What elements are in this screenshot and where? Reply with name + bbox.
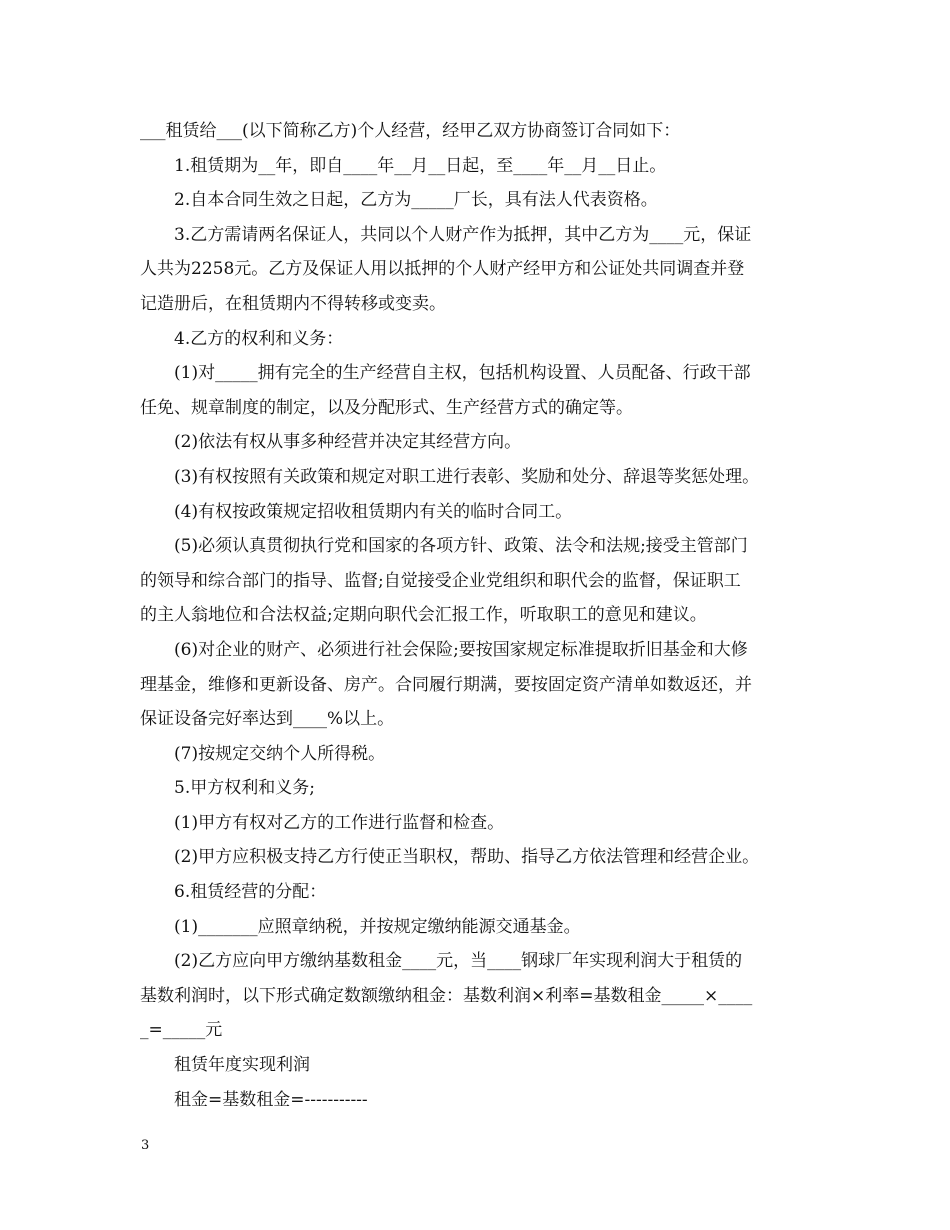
text-line: 保证设备完好率达到____%以上。: [140, 709, 395, 730]
text-line: 记造册后，在租赁期内不得转移或变卖。: [140, 293, 446, 314]
text-line: (2)依法有权从事多种经营并决定其经营方向。: [174, 432, 522, 453]
text-line: (1)对_____拥有完全的生产经营自主权，包括机构设置、人员配备、行政干部: [174, 363, 751, 384]
text-line: _=_____元: [140, 1020, 223, 1041]
text-line: (1)甲方有权对乙方的工作进行监督和检查。: [174, 812, 505, 833]
text-line: 理基金，维修和更新设备、房产。合同履行期满，要按固定资产清单如数返还，并: [140, 674, 752, 695]
text-line: 1.租赁期为__年，即自____年__月__日起，至____年__月__日止。: [174, 155, 667, 176]
text-line: 基数利润时，以下形式确定数额缴纳租金：基数利润×利率=基数租金_____×____: [140, 985, 753, 1006]
contract-body-text: [140, 114, 812, 1117]
text-line: 人共为2258元。乙方及保证人用以抵押的个人财产经甲方和公证处共同调查并登: [140, 259, 745, 280]
text-line: 4.乙方的权利和义务：: [174, 328, 344, 349]
text-line: 2.自本合同生效之日起，乙方为_____厂长，具有法人代表资格。: [174, 190, 658, 211]
text-line: 的领导和综合部门的指导、监督;自觉接受企业党组织和职代会的监督，保证职工: [140, 570, 741, 591]
text-line: (4)有权按政策规定招收租赁期内有关的临时合同工。: [174, 501, 573, 522]
text-line: (2)乙方应向甲方缴纳基数租金____元，当____钢球厂年实现利润大于租赁的: [174, 951, 743, 972]
text-line: 租金=基数租金=-----------: [174, 1089, 368, 1110]
text-line: 5.甲方权利和义务;: [174, 778, 315, 799]
text-line: 3.乙方需请两名保证人，共同以个人财产作为抵押，其中乙方为____元，保证: [174, 224, 752, 245]
text-line: (2)甲方应积极支持乙方行使正当职权，帮助、指导乙方依法管理和经营企业。: [174, 847, 760, 868]
text-line: 租赁年度实现利润: [174, 1055, 310, 1076]
text-line: (3)有权按照有关政策和规定对职工进行表彰、奖励和处分、辞退等奖惩处理。: [174, 466, 760, 487]
text-line: 任免、规章制度的制定，以及分配形式、生产经营方式的确定等。: [140, 397, 633, 418]
text-line: (7)按规定交纳个人所得税。: [174, 743, 386, 764]
text-line: 6.租赁经营的分配：: [174, 882, 327, 903]
text-line: (6)对企业的财产、必须进行社会保险;要按国家规定标准提取折旧基金和大修: [174, 639, 748, 660]
page-number: 3: [141, 1138, 150, 1153]
text-line: ___租赁给___(以下简称乙方)个人经营，经甲乙双方协商签订合同如下：: [140, 121, 681, 141]
text-line: (1)_______应照章纳税，并按规定缴纳能源交通基金。: [174, 916, 581, 937]
text-line: (5)必须认真贯彻执行党和国家的各项方针、政策、法令和法规;接受主管部门: [174, 536, 748, 557]
text-line: 的主人翁地位和合法权益;定期向职代会汇报工作，听取职工的意见和建议。: [140, 605, 707, 626]
